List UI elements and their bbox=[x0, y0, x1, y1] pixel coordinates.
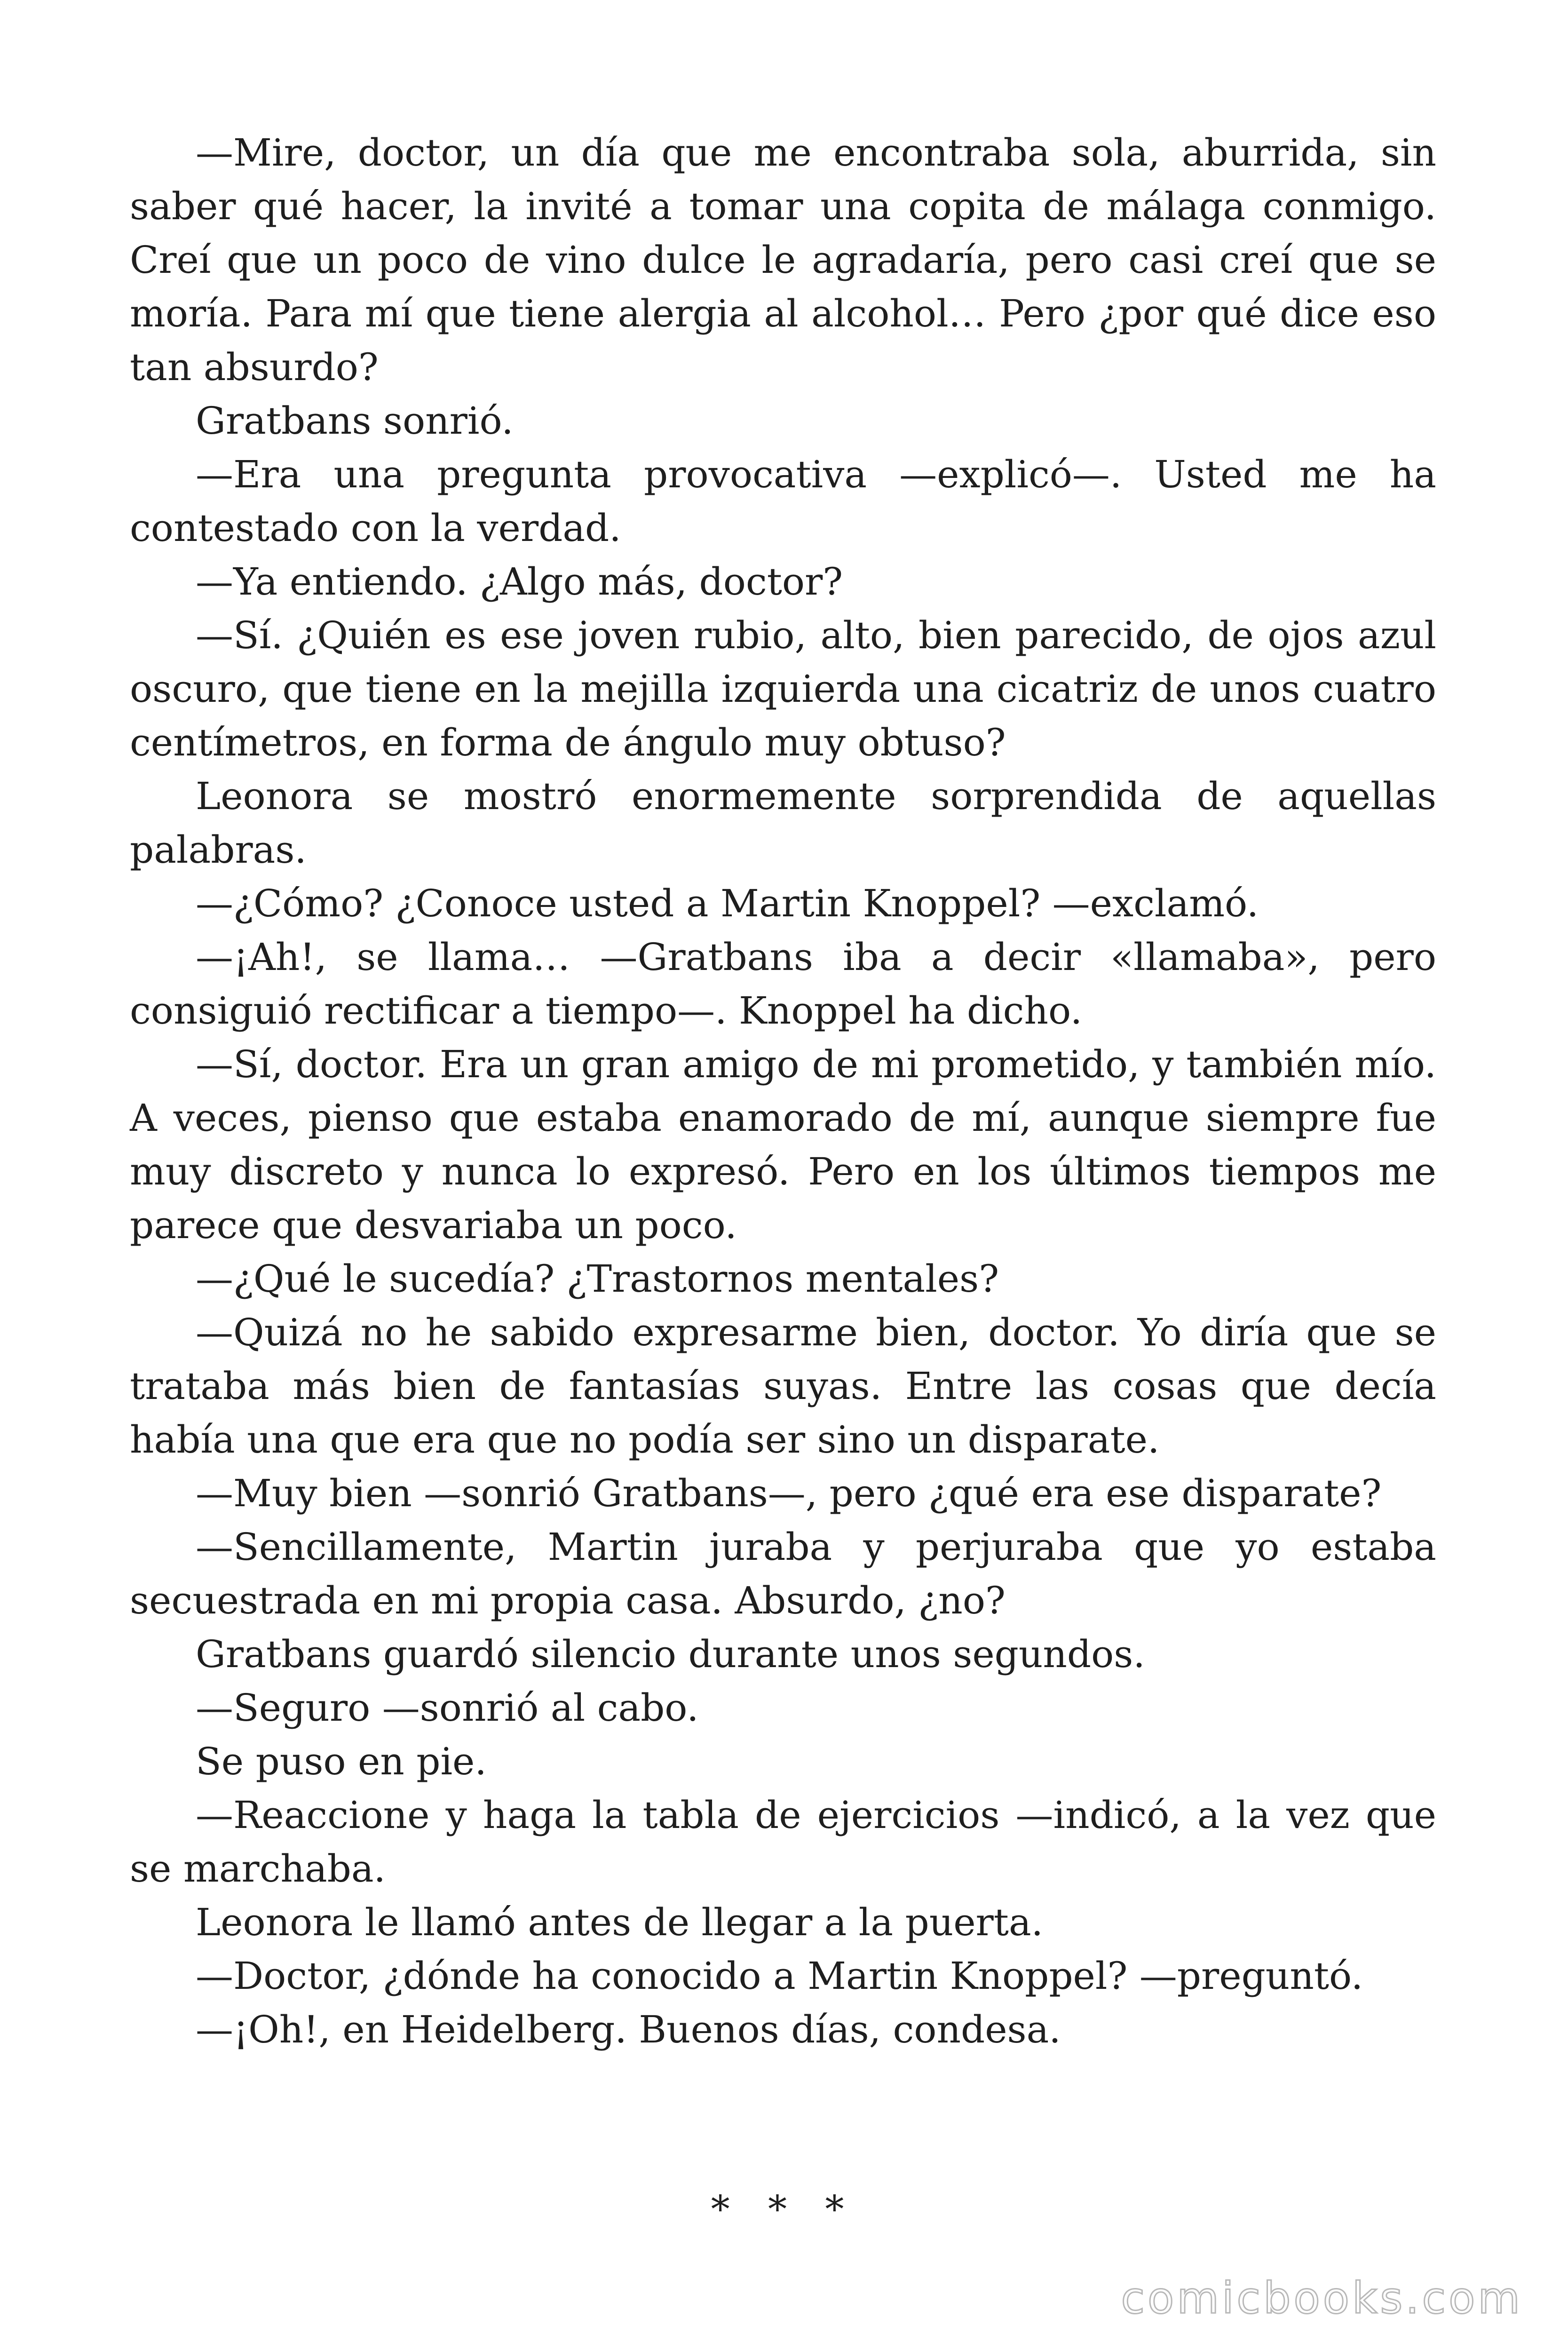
paragraph: —Era una pregunta provocativa —explicó—. Usted me ha contestado con la verdad. bbox=[130, 453, 1436, 550]
section-separator: * * * bbox=[711, 2187, 857, 2231]
paragraph: Leonora le llamó antes de llegar a la puerta. bbox=[196, 1900, 1044, 1944]
paragraph: —Seguro —sonrió al cabo. bbox=[196, 1686, 699, 1730]
paragraph: —¿Qué le sucedía? ¿Trastornos mentales? bbox=[196, 1257, 999, 1301]
paragraph: Leonora se mostró enormemente sorprendida de aquellas palabras. bbox=[130, 774, 1436, 872]
paragraph: —Sencillamente, Martin juraba y perjuraba que yo estaba secuestrada en mi propia casa. Absurdo, ¿no? bbox=[130, 1525, 1436, 1622]
paragraph: —Sí, doctor. Era un gran amigo de mi prometido, y también mío. A veces, pienso que estaba enamorado de mí, aunque siempre fue muy discreto y nunca lo expresó. Pero en los últimos tiempos me parece que desvariaba un poco. bbox=[130, 1042, 1436, 1247]
paragraph: —Muy bien —sonrió Gratbans—, pero ¿qué era ese disparate? bbox=[196, 1471, 1382, 1515]
paragraph: —Doctor, ¿dónde ha conocido a Martin Knoppel? —preguntó. bbox=[196, 1954, 1363, 1998]
paragraph: —¿Cómo? ¿Conoce usted a Martin Knoppel? —exclamó. bbox=[196, 882, 1259, 925]
paragraph: —Quizá no he sabido expresarme bien, doctor. Yo diría que se trataba más bien de fantasías suyas. Entre las cosas que decía había una que era que no podía ser sino un disparate. bbox=[130, 1311, 1436, 1462]
page-body bbox=[130, 126, 1436, 2057]
paragraph: —¡Ah!, se llama… —Gratbans iba a decir «llamaba», pero consiguió rectificar a tiempo—. Knoppel ha dicho. bbox=[130, 935, 1436, 1033]
watermark: comicbooks.com bbox=[1121, 2273, 1523, 2323]
paragraph: Gratbans guardó silencio durante unos segundos. bbox=[196, 1632, 1145, 1676]
paragraph: —Sí. ¿Quién es ese joven rubio, alto, bien parecido, de ojos azul oscuro, que tiene en la mejilla izquierda una cicatriz de unos cuatro centímetros, en forma de ángulo muy obtuso? bbox=[130, 613, 1436, 764]
paragraph: —¡Oh!, en Heidelberg. Buenos días, condesa. bbox=[196, 2008, 1061, 2051]
paragraph: Gratbans sonrió. bbox=[196, 399, 514, 443]
paragraph: —Ya entiendo. ¿Algo más, doctor? bbox=[196, 560, 843, 604]
paragraph: —Mire, doctor, un día que me encontraba sola, aburrida, sin saber qué hacer, la invité a tomar una copita de málaga conmigo. Creí que un poco de vino dulce le agradaría, pero casi creí que se moría. Para mí que tiene alergia al alcohol… Pero ¿por qué dice eso tan absurdo? bbox=[130, 131, 1436, 389]
paragraph: Se puso en pie. bbox=[196, 1740, 487, 1783]
paragraph: —Reaccione y haga la tabla de ejercicios —indicó, a la vez que se marchaba. bbox=[130, 1793, 1436, 1891]
